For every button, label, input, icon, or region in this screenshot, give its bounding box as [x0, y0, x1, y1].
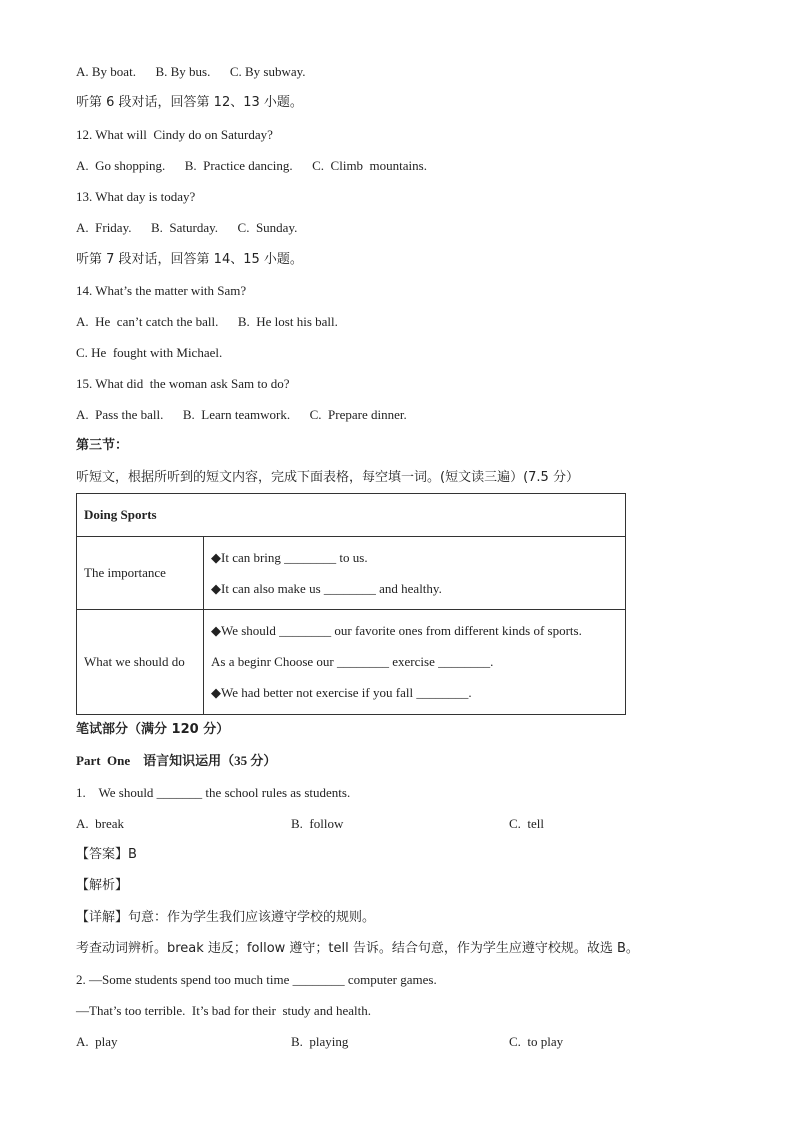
section-3-instruction: 听短文，根据所听到的短文内容，完成下面表格，每空填一词。(短文读三遍）(7.5 分） [76, 470, 579, 485]
q15-options: A. Pass the ball. B. Learn teamwork. C. Prepare dinner. [76, 407, 407, 422]
section-3-heading: 第三节： [76, 438, 129, 453]
q1-option-b: B. follow [291, 816, 344, 831]
bullet-bring: ◆It can bring ________ to us. [211, 549, 368, 565]
dialogue-7-instruction: 听第 7 段对话，回答第 14、15 小题。 [76, 252, 303, 267]
written-heading: 笔试部分（满分 120 分） [76, 722, 230, 737]
q14-options-ab: A. He can’t catch the ball. B. He lost his ball. [76, 314, 338, 329]
q2-text: 2. —Some students spend too much time ________ computer games. [76, 972, 437, 987]
row-content-importance [204, 537, 626, 610]
q1-option-c: C. tell [509, 816, 545, 831]
q12-options: A. Go shopping. B. Practice dancing. C. Climb mountains. [76, 158, 427, 173]
explanation-line: 考查动词辨析。break 违反；follow 遵守；tell 告诉。结合句意，作为学生应遵守校规。故选 B。 [76, 941, 639, 956]
q1-options [76, 816, 636, 832]
q11-options: A. By boat. B. By bus. C. By subway. [76, 64, 306, 79]
dialogue-6-instruction: 听第 6 段对话，回答第 12、13 小题。 [76, 95, 303, 110]
row-content-should-do [204, 610, 626, 715]
q1-option-a: A. break [76, 816, 125, 831]
row-label-should-do: What we should do [77, 610, 204, 715]
q13-options: A. Friday. B. Saturday. C. Sunday. [76, 220, 298, 235]
answer-line: 【答案】B [76, 847, 137, 862]
bullet-favorite: ◆We should ________ our favorite ones from different kinds of sports. [211, 623, 582, 638]
q13-text: 13. What day is today? [76, 189, 196, 204]
q2-option-a: A. play [76, 1034, 118, 1049]
q2-reply: —That’s too terrible. It’s bad for their study and health. [76, 1003, 371, 1018]
q14-option-c: C. He fought with Michael. [76, 345, 223, 360]
q2-options [76, 1034, 636, 1050]
q1-text: 1. We should _______ the school rules as students. [76, 785, 351, 800]
doing-sports-table [76, 493, 626, 715]
q12-text: 12. What will Cindy do on Saturday? [76, 127, 273, 142]
q15-text: 15. What did the woman ask Sam to do? [76, 376, 290, 391]
analysis-label: 【解析】 [76, 878, 129, 893]
row-label-importance: The importance [77, 537, 204, 610]
bullet-fall: ◆We had better not exercise if you fall ________. [211, 685, 472, 700]
q2-option-c: C. to play [509, 1034, 564, 1049]
part-one-title: Part One 语言知识运用（35 分） [76, 753, 277, 768]
detail-line: 【详解】句意：作为学生我们应该遵守学校的规则。 [76, 910, 376, 925]
bullet-healthy: ◆It can also make us ________ and healthy. [211, 580, 442, 596]
table-title: Doing Sports [77, 494, 626, 537]
bullet-beginner: As a beginr Choose our ________ exercise ________. [211, 654, 494, 669]
q14-text: 14. What’s the matter with Sam? [76, 283, 247, 298]
q2-option-b: B. playing [291, 1034, 349, 1049]
